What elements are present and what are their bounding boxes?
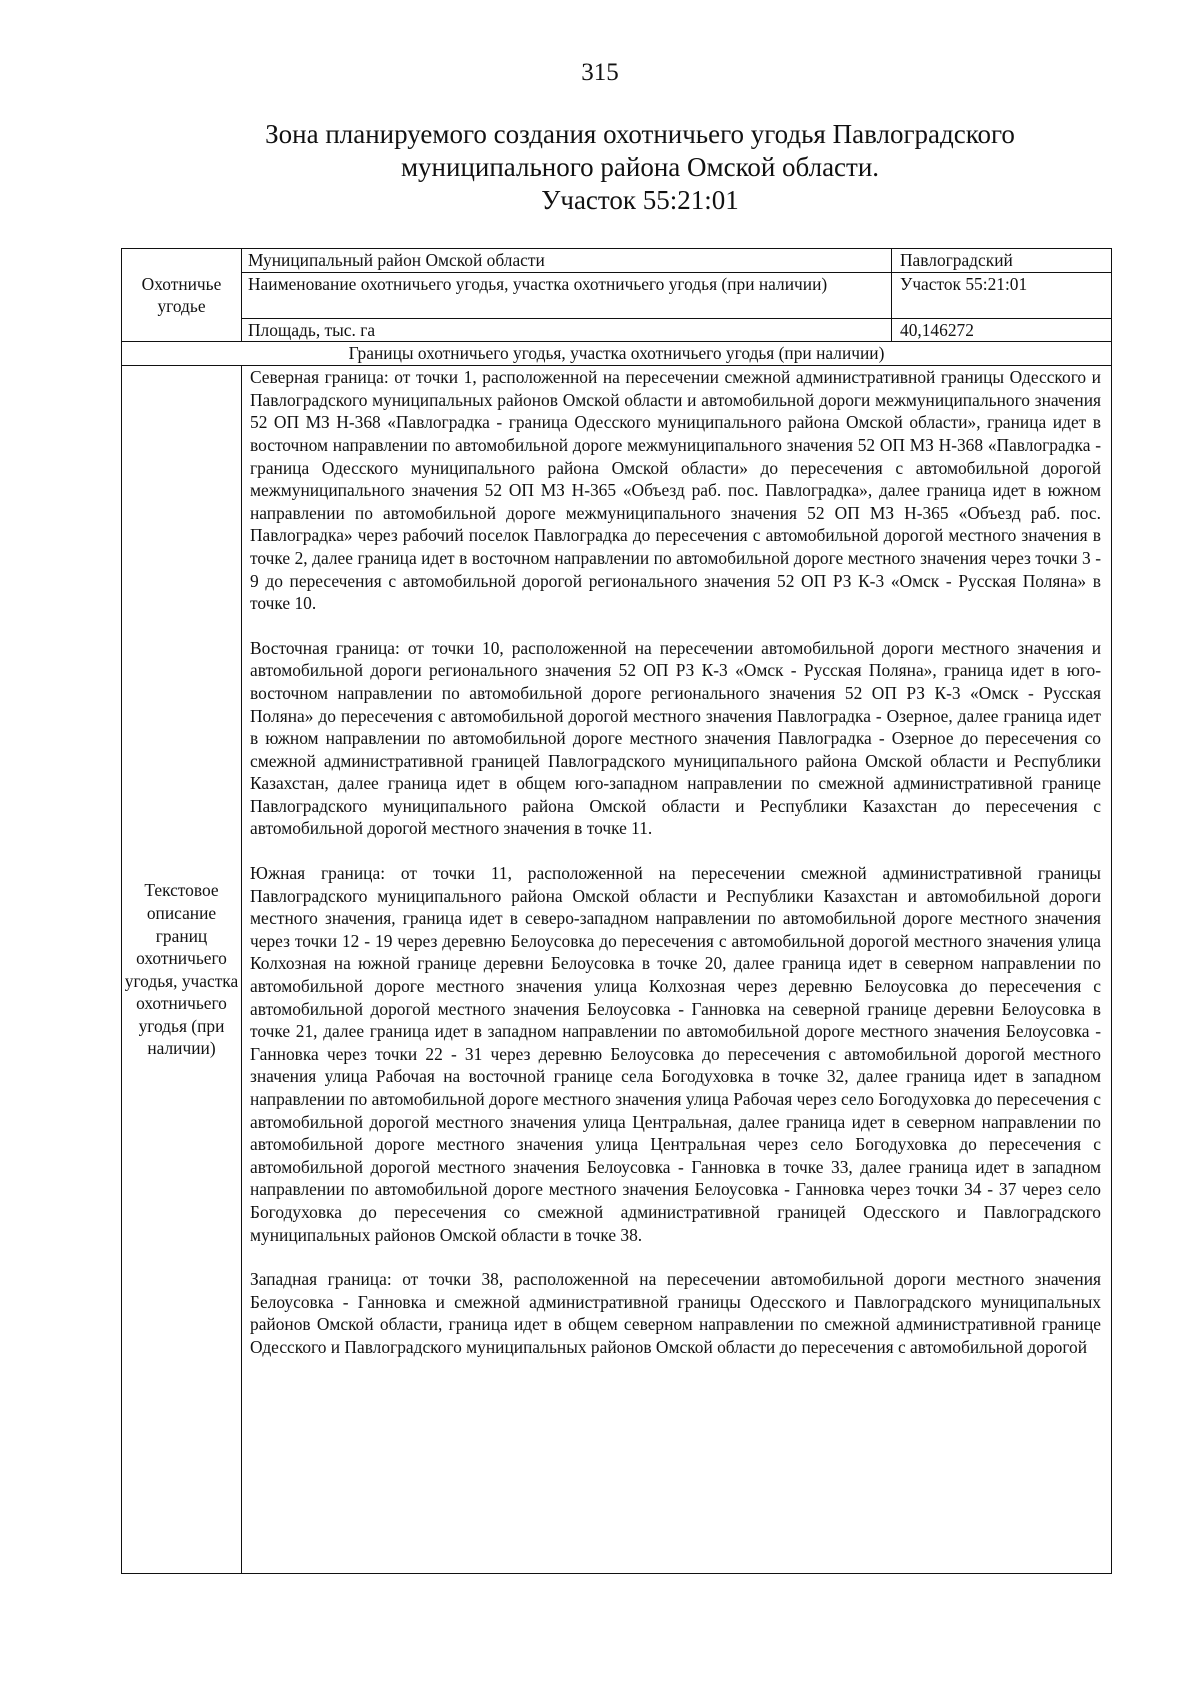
title-line-3: Участок 55:21:01 <box>541 185 739 215</box>
west-border-text: Западная граница: от точки 38, расположенной на пересечении автомобильной дороги местного значения Белоусовка - Ганновка и смежной административной границы Одесского и Павлоградского муниципальных районов Омской области, граница идет в общем северном направлении по смежной административной границе Одесского и Павлоградского муниципальных районов Омской области до пересечения с автомобильной дорогой <box>250 1269 1101 1357</box>
title-line-2: муниципального района Омской области. <box>400 152 880 182</box>
document-title <box>190 118 1090 217</box>
title-line-1: Зона планируемого создания охотничьего угодья Павлоградского <box>265 119 1015 149</box>
row-value-area: 40,146272 <box>892 318 1112 342</box>
description-header-text: Текстовое описание границ охотничьего угодья, участка охотничьего угодья (при наличии) <box>124 880 239 1059</box>
hunting-ground-header: Охотничье угодье <box>122 249 242 342</box>
borders-section-header: Границы охотничьего угодья, участка охотничьего угодья (при наличии) <box>122 342 1112 366</box>
row-label-area: Площадь, тыс. га <box>242 318 892 342</box>
south-border-text: Южная граница: от точки 11, расположенной на пересечении смежной административной границы Павлоградского муниципального района Омской области и Республики Казахстан и автомобильной дороги местного значения, граница идет в северо-западном направлении по автомобильной дороге местного значения через точки 12 - 19 через деревню Белоусовка до пересечения с автомобильной дорогой местного значения улица Колхозная на южной границе деревни Белоусовка в точке 20, далее граница идет в северном направлении по автомобильной дороге местного значения улица Колхозная через деревню Белоусовка до пересечения с автомобильной дорогой местного значения Белоусовка - Ганновка на северной границе деревни Белоусовка в точке 21, далее граница идет в западном направлении по автомобильной дороге местного значения Белоусовка - Ганновка через точки 22 - 31 через деревню Белоусовка до пересечения с автомобильной дорогой местного значения улица Рабочая на восточной границе села Богодуховка в точке 32, далее граница идет в западном направлении по автомобильной дороге местного значения улица Рабочая через село Богодуховка до пересечения с автомобильной дорогой местного значения улица Центральная, далее граница идет в северном направлении по автомобильной дороге местного значения улица Центральная через село Богодуховка до пересечения с автомобильной дорогой местного значения Белоусовка - Ганновка в точке 33, далее граница идет в западном направлении по автомобильной дороге местного значения Белоусовка - Ганновка через точки 34 - 37 через село Богодуховка до пересечения со смежной административной границей Одесского и Павлоградского муниципальных районов Омской области в точке 38. <box>250 863 1101 1245</box>
row-value-name: Участок 55:21:01 <box>892 272 1112 318</box>
north-border-text: Северная граница: от точки 1, расположенной на пересечении смежной административной границы Одесского и Павлоградского муниципальных районов Омской области и автомобильной дороги межмуниципального значения 52 ОП МЗ Н-368 «Павлоградка - граница Одесского муниципального района Омской области», граница идет в восточном направлении по автомобильной дороге межмуниципального значения 52 ОП МЗ Н-368 «Павлоградка - граница Одесского муниципального района Омской области» до пересечения с автомобильной дорогой межмуниципального значения 52 ОП МЗ Н-365 «Объезд раб. пос. Павлоградка», далее граница идет в южном направлении по автомобильной дороге межмуниципального значения 52 ОП МЗ Н-365 «Объезд раб. пос. Павлоградка» через рабочий поселок Павлоградка до пересечения с автомобильной дорогой местного значения в точке 2, далее граница идет в восточном направлении по автомобильной дороге местного значения через точки 3 - 9 до пересечения с автомобильной дорогой регионального значения 52 ОП РЗ К-3 «Омск - Русская Поляна» в точке 10. <box>250 367 1101 614</box>
description-header <box>122 366 242 1574</box>
row-label-name: Наименование охотничьего угодья, участка охотничьего угодья (при наличии) <box>242 272 892 318</box>
table-row <box>122 249 1112 273</box>
east-border-text: Восточная граница: от точки 10, расположенной на пересечении автомобильной дороги местного значения и автомобильной дороги регионального значения 52 ОП РЗ К-3 «Омск - Русская Поляна», граница идет в юго-восточном направлении по автомобильной дороге регионального значения 52 ОП РЗ К-3 «Омск - Русская Поляна» до пересечения с автомобильной дорогой местного значения Павлоградка - Озерное, далее граница идет в южном направлении по автомобильной дороге местного значения Павлоградка - Озерное до пересечения со смежной административной границей Павлоградского муниципального района Омской области и Республики Казахстан, далее граница идет в общем юго-западном направлении по смежной административной границе Павлоградского муниципального района Омской области и Республики Казахстан до пересечения с автомобильной дорогой местного значения в точке 11. <box>250 637 1101 839</box>
border-description <box>242 366 1112 1574</box>
table-row <box>122 272 1112 318</box>
hunting-ground-table <box>121 248 1112 1574</box>
table-row <box>122 366 1112 1574</box>
row-value-district: Павлоградский <box>892 249 1112 273</box>
table-row <box>122 342 1112 366</box>
row-label-district: Муниципальный район Омской области <box>242 249 892 273</box>
table-row <box>122 318 1112 342</box>
page-number: 315 <box>581 59 619 86</box>
